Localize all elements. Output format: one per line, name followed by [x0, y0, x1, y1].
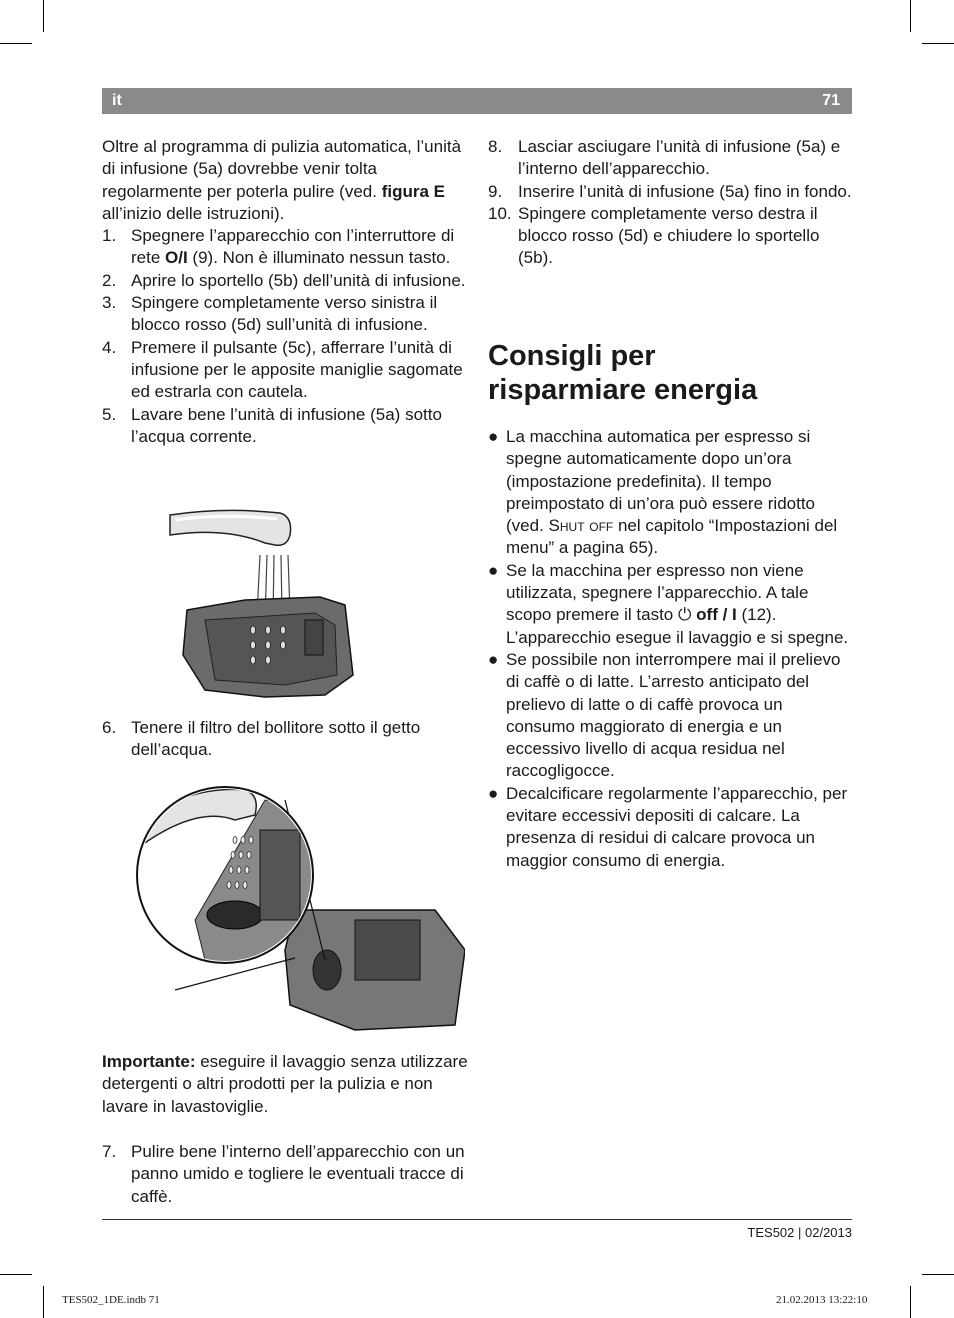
- illustration-brewing-unit-rinse: [165, 505, 360, 705]
- important-block: [102, 1051, 468, 1118]
- important-note: Importante: eseguire il lavaggio senza utilizzare detergenti o altri prodotti per la pulizia e non lavare in lavastoviglie.: [102, 1052, 468, 1116]
- page-header: [102, 88, 852, 114]
- energy-tips-list: [488, 426, 854, 872]
- list-item: ● Se possibile non interrompere mai il prelievo di caffè o di latte. L’arresto anticipato del prelievo di latte o di caffè provoca un consumo maggiorato di energia e un eccessivo livello di acqua residua nel raccogligocce.: [488, 649, 841, 781]
- list-item: 2. Aprire lo sportello (5b) dell’unità di infusione.: [102, 270, 466, 290]
- list-item: ● Se la macchina per espresso non viene utilizzata, spegnere l’apparecchio. A tale scopo premere il tasto ⏻ off / I (12). L’apparecchio esegue il lavaggio e si spegne.: [488, 560, 849, 647]
- heading-line: Consigli per: [488, 340, 656, 372]
- footer-divider: [102, 1219, 852, 1220]
- slug-file: TES502_1DE.indb 71: [62, 1294, 160, 1306]
- list-item: 1. Spegnere l’apparecchio con l’interruttore di rete O/I (9). Non è illuminato nessun tasto.: [102, 226, 455, 268]
- step-6-block: [102, 717, 468, 762]
- cleaning-steps-right: [488, 136, 852, 270]
- cleaning-steps-cont: [102, 1141, 468, 1208]
- section-heading: [488, 339, 852, 407]
- slug-date: 21.02.2013 13:22:10: [776, 1294, 868, 1306]
- list-item: 3. Spingere completamente verso sinistra il blocco rosso (5d) sull’unità di infusione.: [102, 293, 438, 335]
- page-number: 71: [822, 92, 840, 109]
- intro-paragraph: Oltre al programma di pulizia automatica, l’unità di infusione (5a) dovrebbe venir tolta regolarmente per poterla pulire (ved. figura E all’inizio delle istruzioni).: [102, 137, 462, 223]
- crop-mark: [43, 1286, 44, 1318]
- crop-mark: [0, 1274, 32, 1275]
- list-item: 4. Premere il pulsante (5c), afferrare l’unità di infusione per le apposite maniglie sagomate ed estrarla con cautela.: [102, 337, 463, 402]
- crop-mark: [910, 0, 911, 32]
- list-item: 10. Spingere completamente verso destra il blocco rosso (5d) e chiudere lo sportello (5b).: [488, 203, 820, 268]
- crop-mark: [0, 43, 32, 44]
- energy-tips: [488, 426, 854, 872]
- language-code: it: [112, 92, 122, 109]
- list-item: 6. Tenere il filtro del bollitore sotto il getto dell’acqua.: [102, 718, 421, 760]
- list-item: ● La macchina automatica per espresso si spegne automaticamente dopo un’ora (impostazione predefinita). Il tempo preimpostato di un’ora può essere ridotto (ved. Shut off nel capitolo “Impostazioni del menu” a pagina 65).: [488, 427, 838, 558]
- right-column: [488, 136, 852, 270]
- left-column: [102, 136, 468, 448]
- crop-mark: [43, 0, 44, 32]
- crop-mark: [922, 43, 954, 44]
- illustration-filter-rinse: [135, 770, 465, 1032]
- heading-line: risparmiare energia: [488, 374, 758, 406]
- cleaning-steps-cont: [102, 717, 468, 762]
- crop-mark: [922, 1274, 954, 1275]
- power-icon: ⏻: [677, 605, 692, 625]
- crop-mark: [910, 1286, 911, 1318]
- list-item: 8. Lasciar asciugare l’unità di infusione (5a) e l’interno dell’apparecchio.: [488, 137, 841, 179]
- cleaning-steps: [102, 225, 468, 448]
- list-item: ● Decalcificare regolarmente l’apparecchio, per evitare eccessivi depositi di calcare. La presenza di residui di calcare provoca un maggior consumo di energia.: [488, 783, 848, 870]
- step-7-block: [102, 1141, 468, 1208]
- list-item: 5. Lavare bene l’unità di infusione (5a) sotto l’acqua corrente.: [102, 404, 442, 446]
- list-item: 7. Pulire bene l’interno dell’apparecchio con un panno umido e togliere le eventuali tracce di caffè.: [102, 1142, 465, 1206]
- footer-model: TES502 | 02/2013: [747, 1225, 852, 1240]
- list-item: 9. Inserire l’unità di infusione (5a) fino in fondo.: [488, 181, 852, 201]
